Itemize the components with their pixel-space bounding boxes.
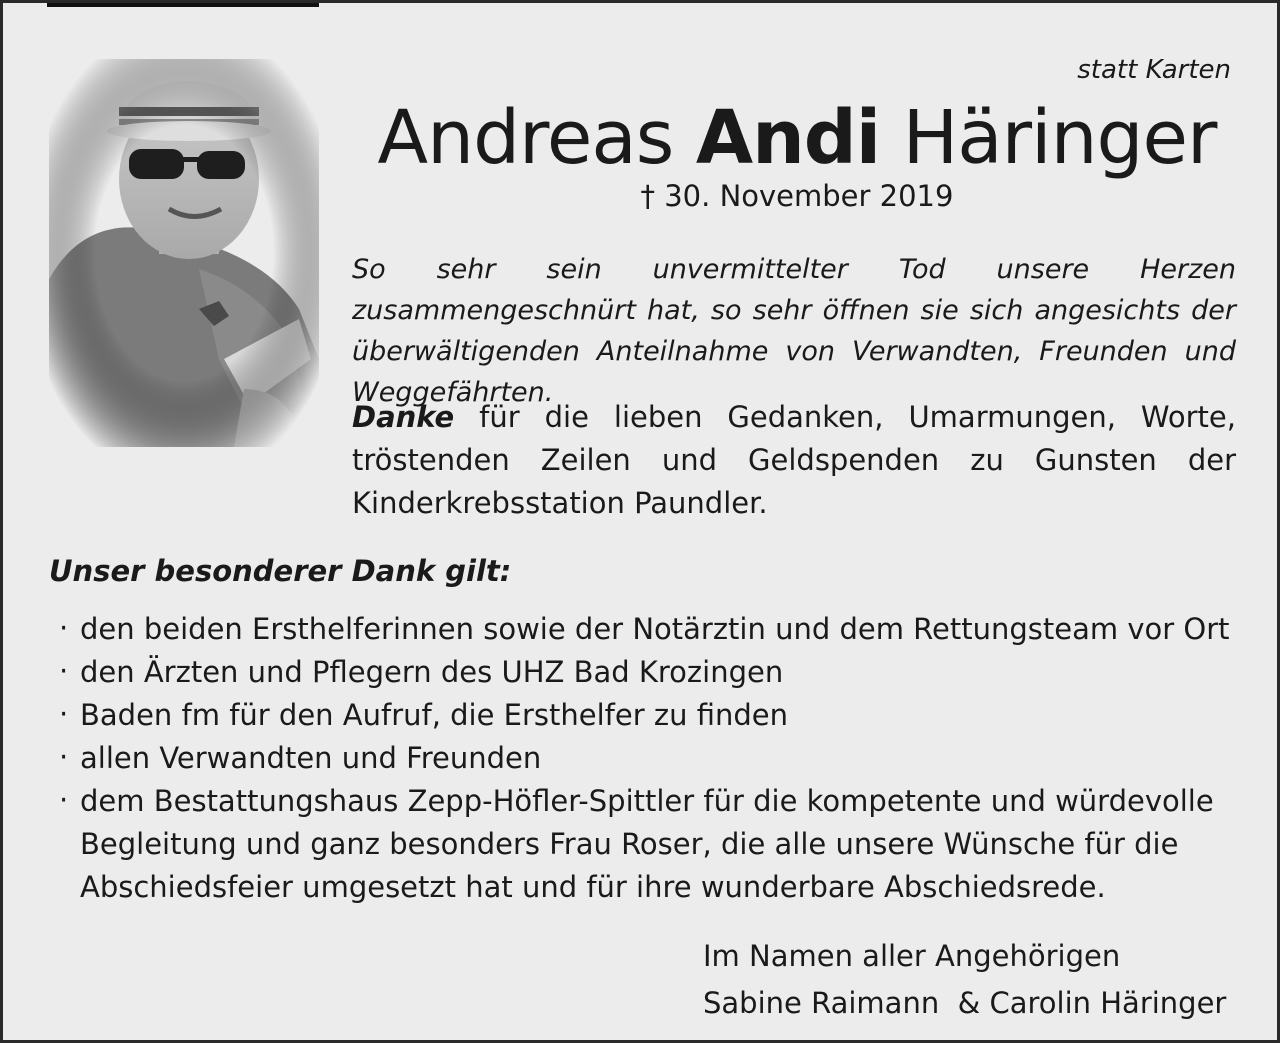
top-note: statt Karten (1077, 55, 1231, 85)
first-name: Andreas (377, 95, 674, 181)
nickname: Andi (695, 95, 881, 181)
signature-line-1: Im Namen aller Angehörigen (703, 939, 1121, 973)
thanks-text: für die lieben Gedanken, Umarmungen, Worte, tröstenden Zeilen und Geldspenden zu Gunsten der Kinderkrebsstation Paundler. (352, 400, 1236, 520)
special-thanks-heading: Unser besonderer Dank gilt: (49, 554, 512, 588)
portrait-photo (49, 59, 319, 447)
list-item: · den beiden Ersthelferinnen sowie der Notärztin und dem Rettungsteam vor Ort (59, 608, 1239, 651)
signature-block (703, 933, 1226, 1027)
intro-paragraph: So sehr sein unvermittelter Tod unsere Herzen zusammengeschnürt hat, so sehr öffnen sie sich angesichts der überwältigenden Anteilnahme von Verwandten, Freunden und Weggefährten. (352, 254, 1236, 408)
deceased-name (333, 95, 1261, 181)
list-item: · allen Verwandten und Freunden (59, 737, 1239, 780)
death-date: † 30. November 2019 (640, 179, 954, 213)
top-rule (47, 3, 319, 7)
thanks-paragraph (352, 396, 1236, 525)
last-name: Häringer (902, 95, 1217, 181)
thanks-bold-word: Danke (352, 400, 455, 434)
list-item: · den Ärzten und Pflegern des UHZ Bad Krozingen (59, 651, 1239, 694)
signature-line-2: Sabine Raimann & Carolin Häringer (703, 986, 1227, 1020)
list-item: · dem Bestattungshaus Zepp-Höfler-Spittler für die kompetente und würdevolle Begleitung und ganz besonders Frau Roser, die alle unsere Wünsche für die Abschiedsfeier umgesetzt hat und für ihre wunderbare Abschiedsrede. (59, 780, 1239, 909)
special-thanks-list (59, 608, 1239, 909)
list-item: · Baden fm für den Aufruf, die Ersthelfer zu finden (59, 694, 1239, 737)
